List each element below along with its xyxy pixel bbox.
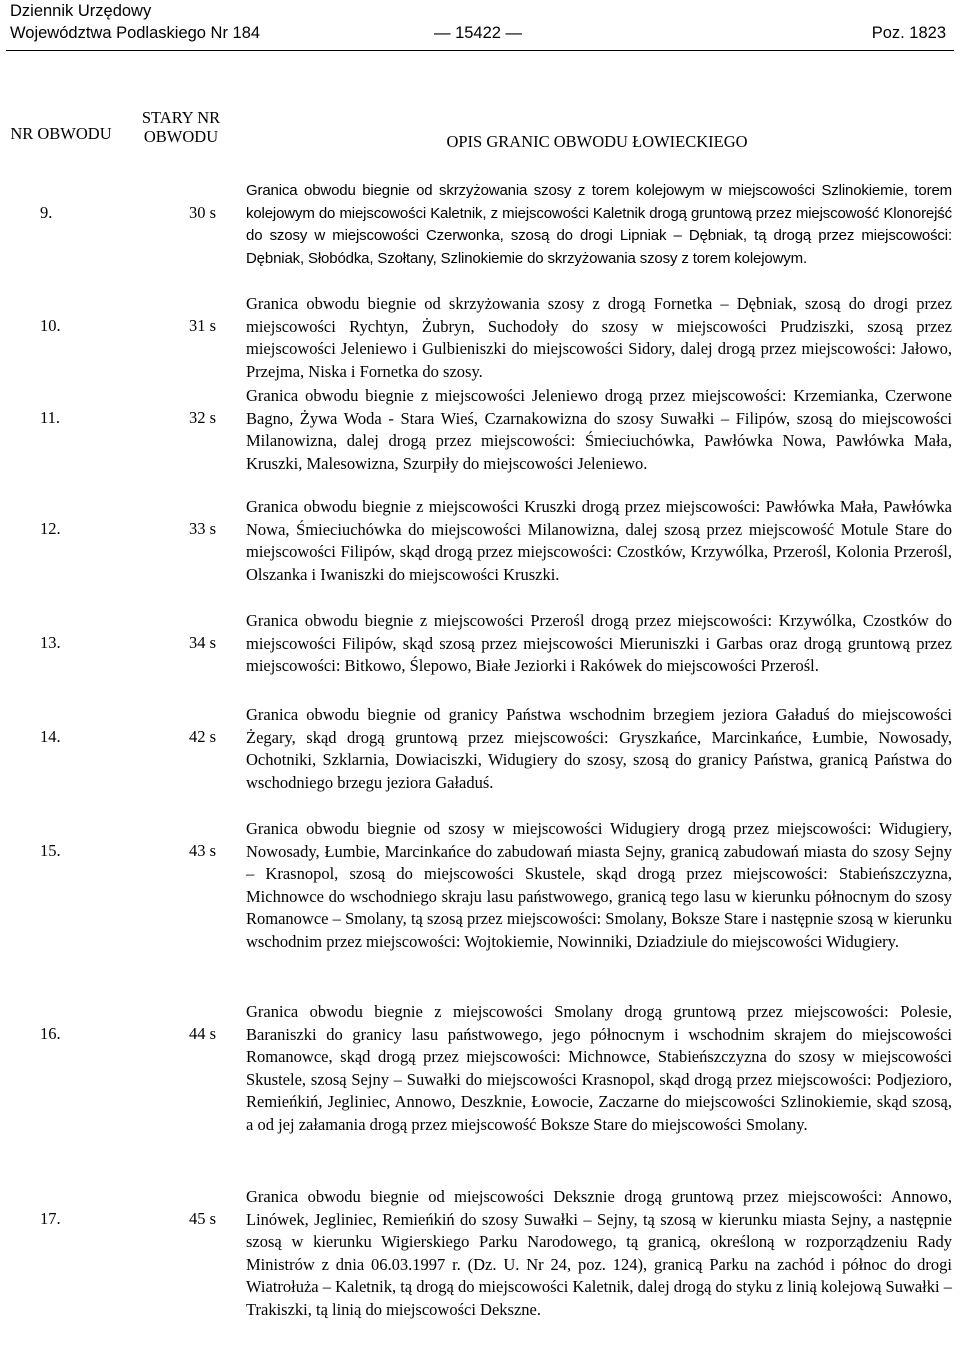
row-old-number: 30 s bbox=[188, 203, 216, 222]
row-old-number: 42 s bbox=[188, 727, 216, 746]
row-description: Granica obwodu biegnie od skrzyżowania szosy z torem kolejowym w miejscowości Szlinokiemie, torem kolejowym do miejscowości Kaletnik, z miejscowości Kaletnik drogą gruntową przez miejscowość Klonorejść do szosy w miejscowości Czerwonka, szosą do drogi Lipniak – Dębniak, tą drogą przez miejscowości: Dębniak, Słobódka, Szołtany, Szlinokiemie do skrzyżowania szosy z torem kolejowym. bbox=[246, 182, 952, 267]
row-old-number: 33 s bbox=[188, 519, 216, 538]
row-old-number: 34 s bbox=[188, 633, 216, 652]
row-description: Granica obwodu biegnie od szosy w miejscowości Widugiery drogą przez miejscowości: Widugiery, Nowosady, Łumbie, Marcinkańce do zabudowań miasta Sejny, granicą zabudowań miasta do szosy Sejny – Krasnopol, szosą do miejscowości Skustele, skąd drogą przez miejscowości: Stabieńszczyzna, Michnowce do wschodniego skraju lasu państwowego, granicą tego lasu w kierunku północnym do szosy Romanowce – Smolany, tą szosą przez miejscowości: Smolany, Boksze Stare i następnie szosą w kierunku wschodnim przez miejscowości: Wojtokiemie, Nowinniki, Dziadziule do miejscowości Widugiery. bbox=[246, 819, 952, 951]
row-description: Granica obwodu biegnie z miejscowości Smolany drogą gruntową przez miejscowości: Polesie, Baraniszki do granicy lasu państwowego, jego północnym i wschodnim skrajem do miejscowości Romanowce, skąd drogą przez miejscowości: Michnowce, Stabieńszczyzna do szosy w miejscowości Skustele, szosą Sejny – Suwałki do miejscowości Krasnopol, skąd drogą przez miejscowości: Podjezioro, Remieńkiń, Jegliniec, Annowo, Deszknie, Łowocie, Zaczarne do miejscowości Szlinokiemie, skąd szosą, a od jej załamania drogą przez miejscowość Boksze Stare do miejscowości Smolany. bbox=[246, 1002, 952, 1134]
row-number: 17. bbox=[40, 1209, 61, 1228]
row-description: Granica obwodu biegnie z miejscowości Kruszki drogą przez miejscowości: Pawłówka Mała, Pawłówka Nowa, Śmieciuchówka do miejscowości Milanowizna, dalej szosą przez miejscowość Motule Stare do miejscowości Filipów, skąd drogą przez miejscowości: Czostków, Krzywólka, Przerośl, Kolonia Przerośl, Olszanka i Iwaniszki do miejscowości Kruszki. bbox=[246, 497, 952, 584]
journal-title: Dziennik Urzędowy bbox=[10, 2, 152, 20]
row-number: 9. bbox=[40, 203, 53, 222]
row-number: 13. bbox=[40, 633, 61, 652]
row-old-number: 45 s bbox=[188, 1209, 216, 1228]
position-number: Poz. 1823 bbox=[871, 24, 946, 42]
row-number: 15. bbox=[40, 841, 61, 860]
row-number: 14. bbox=[40, 727, 61, 746]
page-header bbox=[6, 0, 954, 52]
row-old-number: 43 s bbox=[188, 841, 216, 860]
row-number: 16. bbox=[40, 1024, 61, 1043]
journal-subtitle: Województwa Podlaskiego Nr 184 bbox=[10, 24, 261, 42]
row-old-number: 44 s bbox=[188, 1024, 216, 1043]
row-description: Granica obwodu biegnie z miejscowości Przerośl drogą przez miejscowości: Krzywólka, Czostków do miejscowości Filipów, skąd szosą przez miejscowości Mieruniszki i Garbas oraz drogą gruntową przez miejscowości: Bitkowo, Ślepowo, Białe Jeziorki i Rakówek do miejscowości Przerośl. bbox=[246, 611, 952, 676]
column-header-old-nr: STARY NR OBWODU bbox=[141, 108, 221, 146]
row-number: 11. bbox=[40, 408, 61, 427]
row-old-number: 31 s bbox=[188, 316, 216, 335]
row-number: 10. bbox=[40, 316, 61, 335]
row-description: Granica obwodu biegnie od miejscowości Deksznie drogą gruntową przez miejscowości: Annowo, Linówek, Jegliniec, Remieńkiń do szosy Suwałki – Sejny, tą szosą w kierunku miasta Sejny, a następnie szosą w kierunku Wigierskiego Parku Narodowego, tą granicą, określoną w rozporządzeniu Rady Ministrów z dnia 06.03.1997 r. (Dz. U. Nr 24, poz. 124), granicą Parku na zachód i północ do drogi Wiatrołuża – Kaletnik, tą drogą do miejscowości Kaletnik, dalej drogą do styku z linią kolejową Suwałki – Trakiszki, tą linią do miejscowości Dekszne. bbox=[246, 1187, 952, 1319]
row-description: Granica obwodu biegnie z miejscowości Jeleniewo drogą przez miejscowości: Krzemianka, Czerwone Bagno, Żywa Woda - Stara Wieś, Czarnakowizna do szosy Suwałki – Filipów, szosą do miejscowości Milanowizna, dalej drogą przez miejscowości: Śmieciuchówka, Pawłówka Nowa, Pawłówka Mała, Kruszki, Malesowizna, Szurpiły do miejscowości Jeleniewo. bbox=[246, 386, 952, 473]
page-number: — 15422 — bbox=[434, 24, 523, 42]
row-description: Granica obwodu biegnie od skrzyżowania szosy z drogą Fornetka – Dębniak, szosą do drogi przez miejscowości Rychtyn, Żubryn, Suchodoły do szosy w miejscowości Prudziszki, szosą przez miejscowości Jeleniewo i Gulbieniszki do miejscowości Sidory, dalej drogą przez miejscowości: Jałowo, Przejma, Niska i Fornetka do szosy. bbox=[246, 294, 952, 381]
row-number: 12. bbox=[40, 519, 61, 538]
column-header-description: OPIS GRANIC OBWODU ŁOWIECKIEGO bbox=[446, 132, 748, 151]
column-header-nr: NR OBWODU bbox=[10, 124, 112, 143]
header-rule bbox=[6, 50, 954, 51]
row-description: Granica obwodu biegnie od granicy Państwa wschodnim brzegiem jeziora Gaładuś do miejscowości Żegary, skąd drogą gruntową przez miejscowości: Gryszkańce, Marcinkańce, Łumbie, Nowosady, Ochotniki, Szklarnia, Dowiaciszki, Widugiery do szosy, szosą do granicy Państwa, granicą Państwa do wschodniego brzegu jeziora Gaładuś. bbox=[246, 705, 952, 792]
row-old-number: 32 s bbox=[188, 408, 216, 427]
